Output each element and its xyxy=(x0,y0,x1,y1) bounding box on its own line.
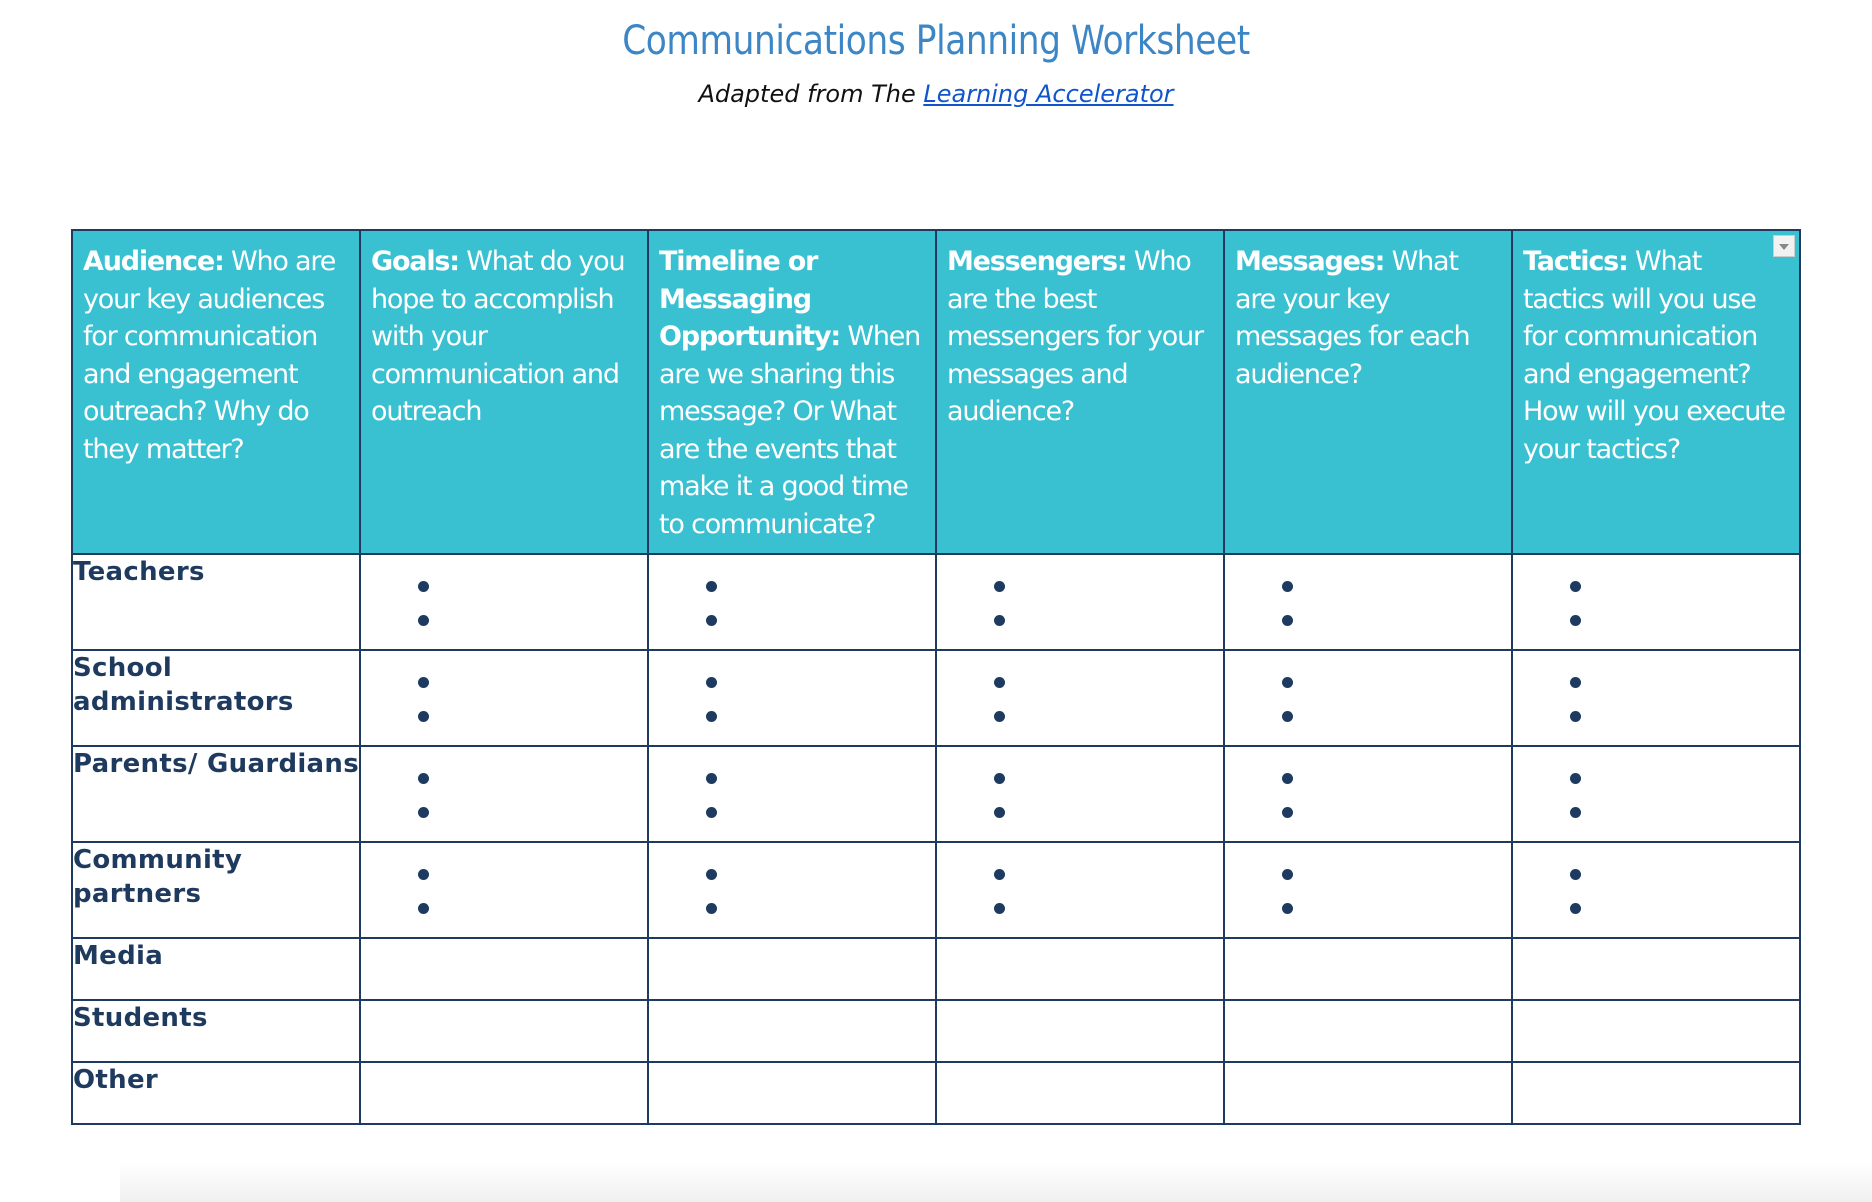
bullet-point xyxy=(1513,705,1799,739)
header-audience[interactable] xyxy=(72,230,360,554)
header-tactics[interactable] xyxy=(1512,230,1800,554)
row-audience-label[interactable]: Teachers xyxy=(72,554,360,650)
table-cell[interactable] xyxy=(1512,938,1800,1000)
bullet-point xyxy=(1513,801,1799,835)
table-cell[interactable] xyxy=(648,746,936,842)
bullet-point xyxy=(1513,609,1799,643)
bullet-list xyxy=(937,651,1223,739)
bullet-point xyxy=(937,671,1223,705)
bullet-point xyxy=(1225,897,1511,931)
bullet-point xyxy=(649,863,935,897)
table-cell[interactable] xyxy=(1224,554,1512,650)
table-cell[interactable] xyxy=(1512,554,1800,650)
bullet-point xyxy=(361,801,647,835)
table-cell[interactable] xyxy=(936,938,1224,1000)
header-timeline[interactable] xyxy=(648,230,936,554)
table-cell[interactable] xyxy=(360,1062,648,1124)
bullet-point xyxy=(361,575,647,609)
bullet-point xyxy=(361,863,647,897)
bullet-point xyxy=(649,897,935,931)
table-cell[interactable] xyxy=(648,842,936,938)
bullet-point xyxy=(1513,863,1799,897)
bullet-list xyxy=(1225,555,1511,643)
table-cell[interactable] xyxy=(1224,650,1512,746)
bullet-point xyxy=(1513,767,1799,801)
bullet-list xyxy=(649,843,935,931)
table-cell[interactable] xyxy=(1224,842,1512,938)
header-description: What tactics will you use for communication and engagement? How will you execute your tactics? xyxy=(1523,246,1785,465)
bullet-point xyxy=(1513,575,1799,609)
header-label: Audience: xyxy=(83,246,224,277)
table-cell[interactable] xyxy=(1224,746,1512,842)
bullet-list xyxy=(937,747,1223,835)
bullet-point xyxy=(649,767,935,801)
bullet-point xyxy=(1225,575,1511,609)
bullet-list xyxy=(1225,651,1511,739)
table-body xyxy=(72,554,1800,1124)
document-title: Communications Planning Worksheet xyxy=(622,18,1250,64)
bullet-list xyxy=(361,555,647,643)
bullet-list xyxy=(1513,747,1799,835)
table-cell[interactable] xyxy=(360,1000,648,1062)
table-cell[interactable] xyxy=(1512,650,1800,746)
bullet-list xyxy=(937,843,1223,931)
table-cell[interactable] xyxy=(648,1000,936,1062)
bullet-point xyxy=(1225,705,1511,739)
row-audience-label[interactable]: Community partners xyxy=(72,842,360,938)
table-cell[interactable] xyxy=(1512,746,1800,842)
row-audience-label[interactable]: Parents/ Guardians xyxy=(72,746,360,842)
table-cell[interactable] xyxy=(360,746,648,842)
header-description: What are your key messages for each audience? xyxy=(1235,246,1470,390)
row-audience-label[interactable]: School administrators xyxy=(72,650,360,746)
bullet-point xyxy=(649,609,935,643)
bullet-point xyxy=(361,705,647,739)
bullet-point xyxy=(361,897,647,931)
page-bottom-shadow xyxy=(120,1162,1872,1202)
bullet-list xyxy=(937,555,1223,643)
table-cell[interactable] xyxy=(936,746,1224,842)
table-row xyxy=(72,1000,1800,1062)
bullet-point xyxy=(1225,671,1511,705)
header-description: When are we sharing this message? Or What are the events that make it a good time to communicate? xyxy=(659,321,921,540)
table-cell[interactable] xyxy=(936,650,1224,746)
header-description: What do you hope to accomplish with your communication and outreach xyxy=(371,246,625,427)
header-messages[interactable] xyxy=(1224,230,1512,554)
table-cell[interactable] xyxy=(936,842,1224,938)
header-goals[interactable] xyxy=(360,230,648,554)
table-cell[interactable] xyxy=(936,1000,1224,1062)
header-description: Who are the best messengers for your messages and audience? xyxy=(947,246,1203,427)
table-cell[interactable] xyxy=(360,554,648,650)
table-row xyxy=(72,842,1800,938)
bullet-point xyxy=(361,609,647,643)
header-label: Messages: xyxy=(1235,246,1385,277)
subtitle-prefix: Adapted from The xyxy=(698,80,924,108)
dropdown-filter-icon[interactable] xyxy=(1773,235,1795,257)
bullet-point xyxy=(937,609,1223,643)
bullet-point xyxy=(649,705,935,739)
header-label: Timeline or Messaging Opportunity: xyxy=(659,246,840,352)
table-cell[interactable] xyxy=(360,938,648,1000)
bullet-point xyxy=(937,801,1223,835)
header-description: Who are your key audiences for communication and engagement outreach? Why do they matter? xyxy=(83,246,336,465)
bullet-point xyxy=(937,767,1223,801)
header-label: Tactics: xyxy=(1523,246,1628,277)
bullet-list xyxy=(361,651,647,739)
table-row xyxy=(72,1062,1800,1124)
learning-accelerator-link[interactable]: Learning Accelerator xyxy=(923,80,1174,108)
row-audience-label[interactable]: Students xyxy=(72,1000,360,1062)
bullet-point xyxy=(937,863,1223,897)
header-row xyxy=(72,230,1800,554)
bullet-list xyxy=(361,747,647,835)
bullet-point xyxy=(1513,671,1799,705)
table-row xyxy=(72,650,1800,746)
table-cell[interactable] xyxy=(936,1062,1224,1124)
row-audience-label[interactable]: Other xyxy=(72,1062,360,1124)
bullet-list xyxy=(649,747,935,835)
bullet-list xyxy=(361,843,647,931)
bullet-list xyxy=(1513,651,1799,739)
bullet-point xyxy=(1225,801,1511,835)
bullet-point xyxy=(937,705,1223,739)
table-cell[interactable] xyxy=(360,842,648,938)
planning-table xyxy=(71,229,1801,1125)
bullet-point xyxy=(1225,609,1511,643)
table-row xyxy=(72,938,1800,1000)
bullet-point xyxy=(937,575,1223,609)
bullet-list xyxy=(1513,843,1799,931)
table-row xyxy=(72,554,1800,650)
bullet-point xyxy=(649,575,935,609)
table-cell[interactable] xyxy=(936,554,1224,650)
bullet-list xyxy=(1225,843,1511,931)
bullet-point xyxy=(649,671,935,705)
table-cell[interactable] xyxy=(1512,1000,1800,1062)
table-cell[interactable] xyxy=(1224,938,1512,1000)
bullet-list xyxy=(649,651,935,739)
bullet-point xyxy=(361,767,647,801)
table-cell[interactable] xyxy=(648,554,936,650)
bullet-list xyxy=(1225,747,1511,835)
bullet-point xyxy=(649,801,935,835)
table-cell[interactable] xyxy=(648,1062,936,1124)
table-cell[interactable] xyxy=(1512,1062,1800,1124)
table-row xyxy=(72,746,1800,842)
table-cell[interactable] xyxy=(1512,842,1800,938)
header-messengers[interactable] xyxy=(936,230,1224,554)
bullet-point xyxy=(937,897,1223,931)
table-cell[interactable] xyxy=(360,650,648,746)
header-label: Goals: xyxy=(371,246,459,277)
table-cell[interactable] xyxy=(648,650,936,746)
bullet-list xyxy=(1513,555,1799,643)
row-audience-label[interactable]: Media xyxy=(72,938,360,1000)
document-subtitle xyxy=(0,80,1872,108)
table-cell[interactable] xyxy=(1224,1000,1512,1062)
bullet-point xyxy=(1225,863,1511,897)
bullet-list xyxy=(649,555,935,643)
header-label: Messengers: xyxy=(947,246,1127,277)
bullet-point xyxy=(1225,767,1511,801)
bullet-point xyxy=(361,671,647,705)
table-cell[interactable] xyxy=(648,938,936,1000)
bullet-point xyxy=(1513,897,1799,931)
table-cell[interactable] xyxy=(1224,1062,1512,1124)
